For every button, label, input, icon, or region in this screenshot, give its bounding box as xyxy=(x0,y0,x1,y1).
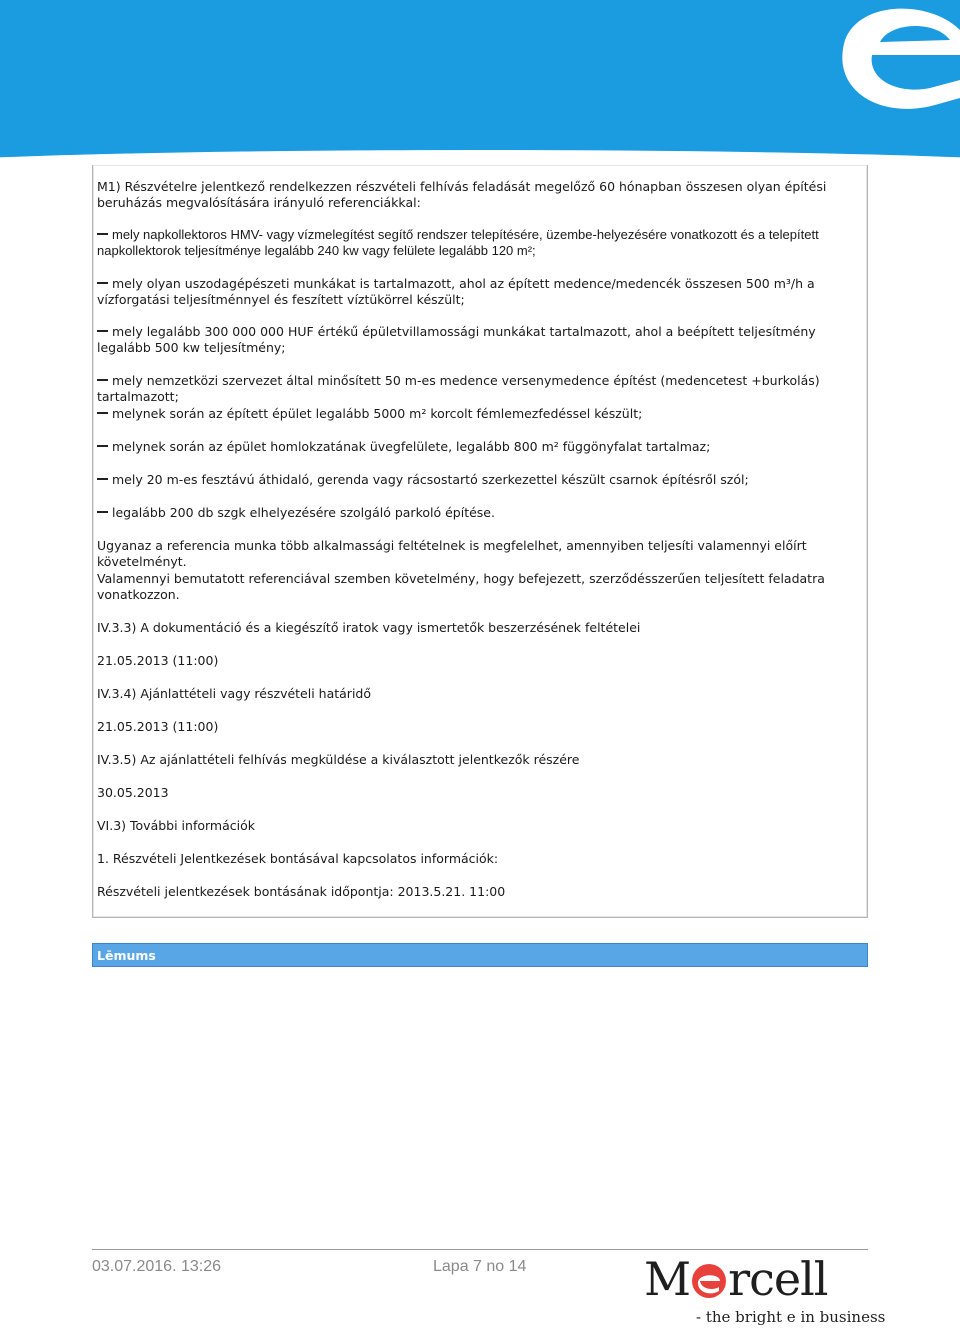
dash-icon xyxy=(97,282,108,284)
section-heading: IV.3.3) A dokumentáció és a kiegészítő iratok vagy ismertetők beszerzésének feltételei xyxy=(97,620,641,635)
footer-page-number: Lapa 7 no 14 xyxy=(433,1258,527,1275)
reference-requirement: Valamennyi bemutatott referenciával szemben követelmény, hogy befejezett, szerződésszerűen teljesített feladatra vonatkozzon. xyxy=(97,571,825,602)
m1-paragraph: M1) Részvételre jelentkező rendelkezzen részvételi felhívás feladását megelőző 60 hónapban összesen olyan építési beruházás megvalósítására irányuló referenciákkal: xyxy=(97,179,827,210)
criterion-item: mely olyan uszodagépészeti munkákat is tartalmazott, ahol az épített medence/medencék összesen 500 m³/h a vízforgatási teljesítménnyel és feszített víztükörrel készült; xyxy=(97,276,815,307)
date-value: 21.05.2013 (11:00) xyxy=(97,653,219,668)
criterion-item: mely 20 m-es fesztávú áthidaló, gerenda vagy rácsostartó szerkezettel készült csarnok építésről szól; xyxy=(97,472,865,488)
section-bar-label: Lēmums xyxy=(97,948,156,963)
logo-tagline: - the bright e in business xyxy=(696,1308,886,1326)
footer-date: 03.07.2016. 13:26 xyxy=(92,1258,222,1275)
reference-note: Ugyanaz a referencia munka több alkalmassági feltételnek is megfelelhet, amennyiben teljesíti valamennyi előírt követelményt. xyxy=(97,538,807,569)
criterion-item: mely nemzetközi szervezet által minősített 50 m-es medence versenymedence építést (medencetest +burkolás) tartalmazott; xyxy=(97,373,820,404)
e-logo-icon xyxy=(842,9,960,109)
top-banner xyxy=(0,0,960,160)
date-value: 21.05.2013 (11:00) xyxy=(97,719,219,734)
criterion-item: mely napkollektoros HMV- vagy vízmelegítést segítő rendszer telepítésére, üzembe-helyezésére vonatkozott és a telepített napkollektorok teljesítménye legalább 240 kw vagy felülete legalább 120 m²; xyxy=(97,227,819,258)
opening-date: Részvételi jelentkezések bontásának időpontja: 2013.5.21. 11:00 xyxy=(97,884,506,899)
criterion-item: melynek során az épített épület legalább 5000 m² korcolt fémlemezfedéssel készült; xyxy=(97,406,865,422)
dash-icon xyxy=(97,412,108,414)
section-heading: IV.3.4) Ajánlattételi vagy részvételi határidő xyxy=(97,686,371,701)
dash-icon xyxy=(97,330,108,332)
section-heading: IV.3.5) Az ajánlattételi felhívás megküldése a kiválasztott jelentkezők részére xyxy=(97,752,580,767)
section-heading: VI.3) További információk xyxy=(97,818,255,833)
criterion-item: mely legalább 300 000 000 HUF értékű épületvillamossági munkákat tartalmazott, ahol a beépített teljesítmény legalább 500 kw teljesítmény; xyxy=(97,324,816,355)
dash-icon xyxy=(97,379,108,381)
logo-wordmark: M rcell xyxy=(644,1252,828,1306)
dash-icon xyxy=(97,445,108,447)
criterion-item: legalább 200 db szgk elhelyezésére szolgáló parkoló építése. xyxy=(97,505,865,521)
dash-icon xyxy=(97,511,108,513)
section-bar xyxy=(92,943,868,967)
banner-graphic xyxy=(0,0,960,160)
criterion-item: melynek során az épület homlokzatának üvegfelülete, legalább 800 m² függönyfalat tartalmaz; xyxy=(97,439,865,455)
date-value: 30.05.2013 xyxy=(97,785,169,800)
marcell-logo xyxy=(644,1252,886,1326)
dash-icon xyxy=(97,233,108,235)
logo-e-icon xyxy=(691,1258,727,1294)
dash-icon xyxy=(97,478,108,480)
info-heading: 1. Részvételi Jelentkezések bontásával kapcsolatos információk: xyxy=(97,851,499,866)
footer-divider xyxy=(92,1249,868,1250)
